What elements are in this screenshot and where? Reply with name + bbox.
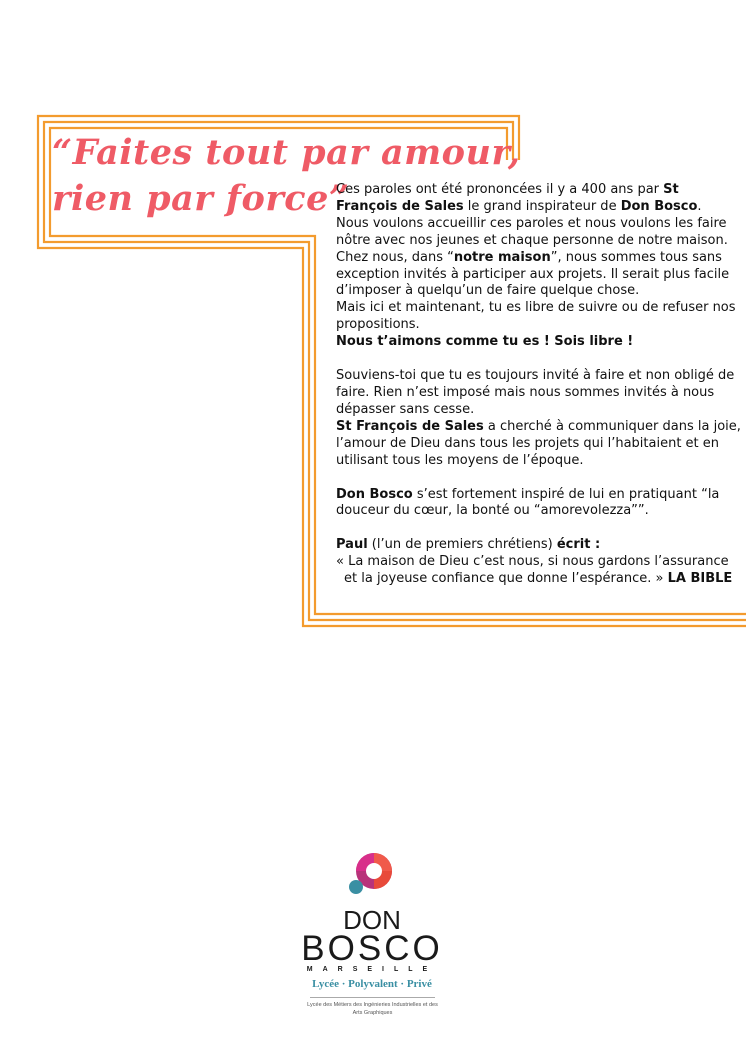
body-text xyxy=(336,182,741,588)
spacer xyxy=(336,520,741,537)
logo-word-marseille: MARSEILLE xyxy=(306,966,438,973)
text-run: et la joyeuse confiance que donne l’espérance. » xyxy=(344,571,668,587)
spacer xyxy=(336,470,741,487)
paragraph xyxy=(336,487,741,521)
logo-subtitle: Lycée · Polyvalent · Privé xyxy=(312,978,432,990)
text-run: . xyxy=(697,198,702,214)
text-run: Chez nous, dans “ xyxy=(336,249,454,265)
emphasis-name: LA BIBLE xyxy=(667,571,733,587)
quote-line-1: “Faites tout par amour, xyxy=(52,132,521,173)
spacer xyxy=(336,351,741,368)
paragraph xyxy=(336,571,741,588)
emphasis-name: écrit : xyxy=(556,537,601,553)
text-run: le grand inspirateur de xyxy=(463,198,621,214)
paragraph xyxy=(336,537,741,554)
text-run: Ces paroles ont été prononcées il y a 400 ans par xyxy=(336,182,664,197)
logo-word-bosco: BOSCO xyxy=(301,929,443,968)
emphasis-name: Don Bosco xyxy=(620,198,698,214)
paragraph: Mais ici et maintenant, tu es libre de suivre ou de refuser nos propositions. xyxy=(336,300,736,333)
paragraph: « La maison de Dieu c’est nous, si nous gardons l’assurance xyxy=(336,554,729,570)
logo-divider xyxy=(310,997,435,998)
quote-line-2: rien par force” xyxy=(52,178,350,219)
text-run: a cherché à communiquer dans la joie, l’amour de Dieu dans tous les projets qui l’habitaient et en utilisant tous les moyens de l’époque. xyxy=(336,418,741,468)
text-run: ”, nous sommes tous sans exception invités à participer aux projets. Il serait plus facile d’imposer à quelqu’un de faire quelque chose. xyxy=(336,249,730,299)
emphasis-name: Don Bosco xyxy=(336,486,413,502)
logo-mark-icon xyxy=(344,849,400,899)
text-run: (l’un de premiers chrétiens) xyxy=(367,537,557,553)
emphasis-name: St François de Sales xyxy=(336,418,484,434)
emphasis-name: notre maison xyxy=(453,249,551,265)
emphasis-line: Nous t’aimons comme tu es ! Sois libre ! xyxy=(336,334,634,350)
emphasis-name: Paul xyxy=(336,537,368,553)
logo-word-don: DON xyxy=(343,905,401,935)
emphasis-name: St François de Sales xyxy=(336,182,679,214)
paragraph xyxy=(336,182,741,216)
text-run: s’est fortement inspiré de lui en pratiquant “la douceur du cœur, la bonté ou “amorevolezza””. xyxy=(336,486,720,519)
paragraph xyxy=(336,250,741,301)
logo-tagline: Lycée des Métiers des Ingénieries Industrielles et des Arts Graphiques xyxy=(307,1002,438,1016)
paragraph xyxy=(336,419,741,470)
paragraph: Souviens-toi que tu es toujours invité à faire et non obligé de faire. Rien n’est imposé mais nous sommes invités à nous dépasser sans cesse. xyxy=(336,368,735,417)
don-bosco-logo xyxy=(300,845,450,1025)
paragraph xyxy=(336,334,741,351)
paragraph: Nous voulons accueillir ces paroles et nous voulons les faire nôtre avec nos jeunes et chaque personne de notre maison. xyxy=(336,215,728,248)
